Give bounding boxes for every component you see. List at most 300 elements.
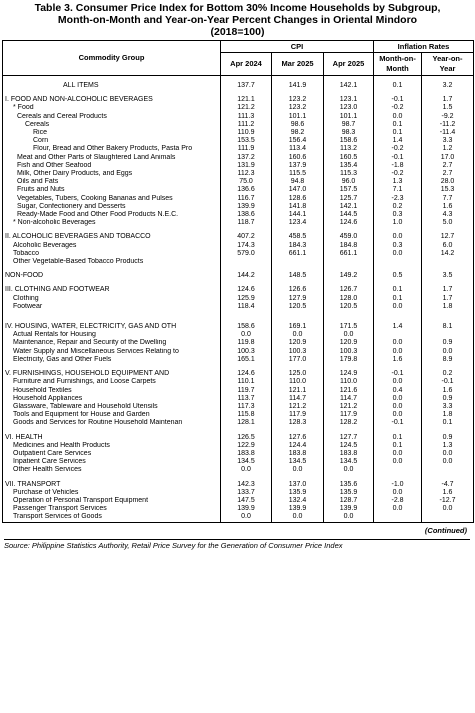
yoy-value: 0.0 xyxy=(422,348,474,356)
mar-2025-value: 115.5 xyxy=(272,170,324,178)
yoy-value xyxy=(422,466,474,474)
yoy-value: 0.9 xyxy=(422,434,474,442)
apr-2024-value: 118.7 xyxy=(221,219,272,227)
header-inflation-rates: Inflation Rates xyxy=(374,41,474,53)
commodity-label: Household Appliances xyxy=(3,395,221,403)
apr-2025-value: 123.0 xyxy=(324,104,374,112)
commodity-label: Fish and Other Seafood xyxy=(3,162,221,170)
mom-value: -0.2 xyxy=(374,104,422,112)
apr-2024-value: 119.8 xyxy=(221,339,272,347)
table-row xyxy=(3,129,474,137)
mom-value: -0.1 xyxy=(374,370,422,378)
mar-2025-value: 117.9 xyxy=(272,411,324,419)
mar-2025-value: 123.2 xyxy=(272,104,324,112)
table-row xyxy=(3,113,474,121)
mar-2025-value: 160.6 xyxy=(272,154,324,162)
mom-value: 0.0 xyxy=(374,395,422,403)
apr-2024-value: 113.7 xyxy=(221,395,272,403)
yoy-value: 1.6 xyxy=(422,387,474,395)
apr-2024-value: 111.2 xyxy=(221,121,272,129)
title-line-3: (2018=100) xyxy=(210,26,265,38)
commodity-label: NON-FOOD xyxy=(3,272,221,280)
table-row xyxy=(3,186,474,194)
apr-2025-value: 120.9 xyxy=(324,339,374,347)
apr-2025-value: 121.2 xyxy=(324,403,374,411)
mom-value: 1.3 xyxy=(374,178,422,186)
mom-value: -2.3 xyxy=(374,195,422,203)
yoy-value: -12.7 xyxy=(422,497,474,505)
header-apr-2025: Apr 2025 xyxy=(324,53,374,76)
apr-2024-value: 124.6 xyxy=(221,286,272,294)
apr-2025-value: 127.7 xyxy=(324,434,374,442)
mar-2025-value: 0.0 xyxy=(272,331,324,339)
table-body xyxy=(3,76,474,523)
commodity-label: Tobacco xyxy=(3,250,221,258)
yoy-value: 8.1 xyxy=(422,323,474,331)
yoy-value: 1.2 xyxy=(422,145,474,153)
mar-2025-value: 137.0 xyxy=(272,481,324,489)
commodity-label: II. ALCOHOLIC BEVERAGES AND TOBACCO xyxy=(3,233,221,241)
commodity-label: VII. TRANSPORT xyxy=(3,481,221,489)
mom-value: 0.1 xyxy=(374,442,422,450)
table-row xyxy=(3,203,474,211)
apr-2024-value: 122.9 xyxy=(221,442,272,450)
mar-2025-value: 183.8 xyxy=(272,450,324,458)
apr-2024-value: 0.0 xyxy=(221,331,272,339)
mar-2025-value: 121.1 xyxy=(272,387,324,395)
apr-2025-value: 128.7 xyxy=(324,497,374,505)
table-row xyxy=(3,356,474,364)
apr-2024-value: 111.3 xyxy=(221,113,272,121)
apr-2024-value: 158.6 xyxy=(221,323,272,331)
table-row xyxy=(3,323,474,331)
mar-2025-value: 98.2 xyxy=(272,129,324,137)
apr-2025-value: 110.0 xyxy=(324,378,374,386)
table-row xyxy=(3,242,474,250)
apr-2025-value: 124.5 xyxy=(324,442,374,450)
mar-2025-value: 94.8 xyxy=(272,178,324,186)
header-mar-2025: Mar 2025 xyxy=(272,53,324,76)
mom-value xyxy=(374,466,422,474)
mom-value: 1.6 xyxy=(374,356,422,364)
table-row xyxy=(3,505,474,513)
apr-2025-value: 117.9 xyxy=(324,411,374,419)
mar-2025-value: 125.0 xyxy=(272,370,324,378)
apr-2024-value: 139.9 xyxy=(221,505,272,513)
title-line-1: Table 3. Consumer Price Index for Bottom 30% Income Households by Subgroup, xyxy=(34,2,441,14)
apr-2024-value: 139.9 xyxy=(221,203,272,211)
mom-value: 0.0 xyxy=(374,339,422,347)
mom-value xyxy=(374,331,422,339)
mom-value: -1.0 xyxy=(374,481,422,489)
yoy-value: 1.7 xyxy=(422,295,474,303)
yoy-value: 3.3 xyxy=(422,137,474,145)
mom-value: 0.0 xyxy=(374,378,422,386)
mom-value: 1.4 xyxy=(374,137,422,145)
commodity-label: Other Vegetable-Based Tobacco Products xyxy=(3,258,221,266)
mom-value: -2.8 xyxy=(374,497,422,505)
mom-value: -0.1 xyxy=(374,154,422,162)
header-year-on-year: Year-on- Year xyxy=(422,53,474,76)
header-month-on-month: Month-on- Month xyxy=(374,53,422,76)
mar-2025-value: 121.2 xyxy=(272,403,324,411)
mar-2025-value: 128.6 xyxy=(272,195,324,203)
mom-value: 0.3 xyxy=(374,242,422,250)
apr-2025-value: 121.6 xyxy=(324,387,374,395)
mar-2025-value: 128.3 xyxy=(272,419,324,427)
yoy-value: 0.1 xyxy=(422,419,474,427)
table-row xyxy=(3,489,474,497)
mar-2025-value: 458.5 xyxy=(272,233,324,241)
apr-2025-value: 128.0 xyxy=(324,295,374,303)
table-row xyxy=(3,348,474,356)
apr-2025-value: 459.0 xyxy=(324,233,374,241)
mar-2025-value: 110.0 xyxy=(272,378,324,386)
apr-2024-value: 137.7 xyxy=(221,82,272,90)
commodity-label: Water Supply and Miscellaneous Services Relating to xyxy=(3,348,221,356)
apr-2025-value: 98.7 xyxy=(324,121,374,129)
commodity-label: Purchase of Vehicles xyxy=(3,489,221,497)
yoy-value: 1.5 xyxy=(422,104,474,112)
apr-2025-value: 184.8 xyxy=(324,242,374,250)
apr-2024-value: 579.0 xyxy=(221,250,272,258)
mar-2025-value: 148.5 xyxy=(272,272,324,280)
apr-2024-value: 136.6 xyxy=(221,186,272,194)
commodity-label: Rice xyxy=(3,129,221,137)
commodity-label: I. FOOD AND NON-ALCOHOLIC BEVERAGES xyxy=(3,96,221,104)
mar-2025-value: 184.3 xyxy=(272,242,324,250)
mom-value: 0.0 xyxy=(374,489,422,497)
mar-2025-value: 120.9 xyxy=(272,339,324,347)
yoy-value: 1.7 xyxy=(422,286,474,294)
yoy-value: 1.7 xyxy=(422,96,474,104)
apr-2024-value: 131.9 xyxy=(221,162,272,170)
header-commodity-group: Commodity Group xyxy=(3,41,221,76)
apr-2024-value: 110.1 xyxy=(221,378,272,386)
apr-2025-value: 144.5 xyxy=(324,211,374,219)
table-row xyxy=(3,82,474,90)
apr-2025-value: 98.3 xyxy=(324,129,374,137)
mom-value: 0.0 xyxy=(374,348,422,356)
commodity-label: * Food xyxy=(3,104,221,112)
commodity-label: Household Textiles xyxy=(3,387,221,395)
apr-2025-value: 142.1 xyxy=(324,203,374,211)
table-row xyxy=(3,370,474,378)
yoy-value: 0.9 xyxy=(422,395,474,403)
commodity-label: Clothing xyxy=(3,295,221,303)
yoy-value: 0.0 xyxy=(422,458,474,466)
mom-value: -0.1 xyxy=(374,96,422,104)
mar-2025-value: 141.8 xyxy=(272,203,324,211)
apr-2025-value: 0.0 xyxy=(324,513,374,522)
commodity-label: Corn xyxy=(3,137,221,145)
mom-value: 0.1 xyxy=(374,434,422,442)
commodity-label: Maintenance, Repair and Security of the Dwelling xyxy=(3,339,221,347)
yoy-value: 0.2 xyxy=(422,370,474,378)
table-row xyxy=(3,378,474,386)
apr-2025-value xyxy=(324,258,374,266)
apr-2024-value: 75.0 xyxy=(221,178,272,186)
mar-2025-value: 124.4 xyxy=(272,442,324,450)
apr-2024-value: 118.4 xyxy=(221,303,272,311)
yoy-value: 3.3 xyxy=(422,403,474,411)
mom-value: 0.0 xyxy=(374,113,422,121)
apr-2025-value: 124.6 xyxy=(324,219,374,227)
commodity-label: Glassware, Tableware and Household Utensils xyxy=(3,403,221,411)
apr-2024-value: 116.7 xyxy=(221,195,272,203)
yoy-value xyxy=(422,513,474,522)
mar-2025-value: 156.4 xyxy=(272,137,324,145)
commodity-label: Cereals and Cereal Products xyxy=(3,113,221,121)
table-row xyxy=(3,96,474,104)
mar-2025-value: 126.6 xyxy=(272,286,324,294)
apr-2024-value: 138.6 xyxy=(221,211,272,219)
commodity-label: Inpatient Care Services xyxy=(3,458,221,466)
commodity-label: Sugar, Confectionery and Desserts xyxy=(3,203,221,211)
apr-2025-value: 149.2 xyxy=(324,272,374,280)
mar-2025-value: 114.7 xyxy=(272,395,324,403)
table-row xyxy=(3,286,474,294)
mar-2025-value: 132.4 xyxy=(272,497,324,505)
mom-value: 0.2 xyxy=(374,203,422,211)
commodity-label: VI. HEALTH xyxy=(3,434,221,442)
yoy-value: -0.1 xyxy=(422,378,474,386)
mar-2025-value: 169.1 xyxy=(272,323,324,331)
apr-2024-value: 142.3 xyxy=(221,481,272,489)
apr-2025-value: 0.0 xyxy=(324,466,374,474)
mom-value: 0.0 xyxy=(374,411,422,419)
mom-value: 0.4 xyxy=(374,387,422,395)
yoy-value: 7.7 xyxy=(422,195,474,203)
mom-value: 0.3 xyxy=(374,211,422,219)
table-row xyxy=(3,466,474,474)
apr-2025-value: 126.7 xyxy=(324,286,374,294)
apr-2024-value: 119.7 xyxy=(221,387,272,395)
commodity-label: Electricity, Gas and Other Fuels xyxy=(3,356,221,364)
apr-2025-value: 128.2 xyxy=(324,419,374,427)
yoy-value: 0.0 xyxy=(422,505,474,513)
mar-2025-value: 127.6 xyxy=(272,434,324,442)
apr-2025-value: 101.1 xyxy=(324,113,374,121)
mar-2025-value: 661.1 xyxy=(272,250,324,258)
apr-2025-value: 135.9 xyxy=(324,489,374,497)
commodity-label: Operation of Personal Transport Equipment xyxy=(3,497,221,505)
mom-value: 0.0 xyxy=(374,303,422,311)
mom-value: 0.5 xyxy=(374,272,422,280)
yoy-value: 3.2 xyxy=(422,82,474,90)
yoy-value: -11.2 xyxy=(422,121,474,129)
commodity-label: Meat and Other Parts of Slaughtered Land Animals xyxy=(3,154,221,162)
apr-2024-value: 125.9 xyxy=(221,295,272,303)
mar-2025-value xyxy=(272,258,324,266)
table-row xyxy=(3,481,474,489)
apr-2025-value: 134.5 xyxy=(324,458,374,466)
apr-2024-value: 137.2 xyxy=(221,154,272,162)
apr-2025-value: 183.8 xyxy=(324,450,374,458)
mar-2025-value: 123.2 xyxy=(272,96,324,104)
yoy-value: 0.0 xyxy=(422,450,474,458)
mar-2025-value: 101.1 xyxy=(272,113,324,121)
table-row xyxy=(3,154,474,162)
apr-2025-value: 158.6 xyxy=(324,137,374,145)
mar-2025-value: 141.9 xyxy=(272,82,324,90)
yoy-value: 15.3 xyxy=(422,186,474,194)
mom-value: 0.0 xyxy=(374,233,422,241)
commodity-label: Cereals xyxy=(3,121,221,129)
table-row xyxy=(3,450,474,458)
mom-value: 0.0 xyxy=(374,505,422,513)
mom-value: 0.0 xyxy=(374,458,422,466)
apr-2025-value: 139.9 xyxy=(324,505,374,513)
mom-value: 0.1 xyxy=(374,129,422,137)
commodity-label: Other Health Services xyxy=(3,466,221,474)
commodity-label: Furniture and Furnishings, and Loose Carpets xyxy=(3,378,221,386)
apr-2025-value: 171.5 xyxy=(324,323,374,331)
table-row xyxy=(3,272,474,280)
commodity-label: Goods and Services for Routine Household Maintenan xyxy=(3,419,221,427)
commodity-label: Outpatient Care Services xyxy=(3,450,221,458)
table-row xyxy=(3,121,474,129)
apr-2024-value: 147.5 xyxy=(221,497,272,505)
commodity-label: Medicines and Health Products xyxy=(3,442,221,450)
header-apr-2024: Apr 2024 xyxy=(221,53,272,76)
apr-2024-value: 115.8 xyxy=(221,411,272,419)
mar-2025-value: 147.0 xyxy=(272,186,324,194)
yoy-value: 3.5 xyxy=(422,272,474,280)
mom-value xyxy=(374,258,422,266)
apr-2025-value: 125.7 xyxy=(324,195,374,203)
table-row xyxy=(3,497,474,505)
mar-2025-value: 0.0 xyxy=(272,466,324,474)
mar-2025-value: 0.0 xyxy=(272,513,324,522)
commodity-label: III. CLOTHING AND FOOTWEAR xyxy=(3,286,221,294)
mom-value: 0.1 xyxy=(374,121,422,129)
table-row xyxy=(3,219,474,227)
apr-2025-value: 120.5 xyxy=(324,303,374,311)
title-line-2: Month-on-Month and Year-on-Year Percent Changes in Oriental Mindoro xyxy=(57,14,418,26)
apr-2025-value: 115.3 xyxy=(324,170,374,178)
mar-2025-value: 98.6 xyxy=(272,121,324,129)
apr-2024-value: 0.0 xyxy=(221,513,272,522)
apr-2024-value xyxy=(221,258,272,266)
table-title xyxy=(0,0,475,38)
apr-2024-value: 133.7 xyxy=(221,489,272,497)
apr-2025-value: 142.1 xyxy=(324,82,374,90)
apr-2025-value: 135.6 xyxy=(324,481,374,489)
apr-2024-value: 124.6 xyxy=(221,370,272,378)
mar-2025-value: 113.4 xyxy=(272,145,324,153)
mom-value: -1.8 xyxy=(374,162,422,170)
table-row xyxy=(3,162,474,170)
commodity-label: Footwear xyxy=(3,303,221,311)
table-row xyxy=(3,339,474,347)
apr-2024-value: 100.3 xyxy=(221,348,272,356)
apr-2025-value: 160.5 xyxy=(324,154,374,162)
apr-2025-value: 100.3 xyxy=(324,348,374,356)
table-row xyxy=(3,419,474,427)
mar-2025-value: 100.3 xyxy=(272,348,324,356)
yoy-value: 1.8 xyxy=(422,303,474,311)
yoy-value: 12.7 xyxy=(422,233,474,241)
mom-value: -0.2 xyxy=(374,170,422,178)
apr-2024-value: 144.2 xyxy=(221,272,272,280)
table-row xyxy=(3,411,474,419)
yoy-value: 1.6 xyxy=(422,489,474,497)
yoy-value: 1.6 xyxy=(422,203,474,211)
apr-2025-value: 661.1 xyxy=(324,250,374,258)
mom-value: 7.1 xyxy=(374,186,422,194)
table-row xyxy=(3,513,474,522)
continued-note: (Continued) xyxy=(424,525,467,535)
apr-2024-value: 126.5 xyxy=(221,434,272,442)
mar-2025-value: 135.9 xyxy=(272,489,324,497)
apr-2025-value: 0.0 xyxy=(324,331,374,339)
table-row xyxy=(3,250,474,258)
yoy-value: 2.7 xyxy=(422,170,474,178)
mom-value: 0.1 xyxy=(374,295,422,303)
table-row xyxy=(3,458,474,466)
mar-2025-value: 144.1 xyxy=(272,211,324,219)
apr-2025-value: 179.8 xyxy=(324,356,374,364)
table-row xyxy=(3,211,474,219)
mar-2025-value: 134.5 xyxy=(272,458,324,466)
mom-value: 0.0 xyxy=(374,250,422,258)
apr-2024-value: 128.1 xyxy=(221,419,272,427)
apr-2024-value: 121.2 xyxy=(221,104,272,112)
yoy-value: 0.9 xyxy=(422,339,474,347)
mar-2025-value: 177.0 xyxy=(272,356,324,364)
table-row xyxy=(3,233,474,241)
yoy-value: -9.2 xyxy=(422,113,474,121)
commodity-label: ALL ITEMS xyxy=(3,82,221,90)
commodity-label: Fruits and Nuts xyxy=(3,186,221,194)
mom-value: 0.1 xyxy=(374,286,422,294)
commodity-label: Alcoholic Beverages xyxy=(3,242,221,250)
yoy-value: 8.9 xyxy=(422,356,474,364)
mar-2025-value: 139.9 xyxy=(272,505,324,513)
yoy-value: -11.4 xyxy=(422,129,474,137)
apr-2025-value: 114.7 xyxy=(324,395,374,403)
table-row xyxy=(3,434,474,442)
yoy-value xyxy=(422,258,474,266)
mar-2025-value: 123.4 xyxy=(272,219,324,227)
mom-value: 0.0 xyxy=(374,450,422,458)
commodity-label: Tools and Equipment for House and Garden xyxy=(3,411,221,419)
table-row xyxy=(3,104,474,112)
mar-2025-value: 127.9 xyxy=(272,295,324,303)
yoy-value: -4.7 xyxy=(422,481,474,489)
table-row xyxy=(3,303,474,311)
table-row xyxy=(3,170,474,178)
commodity-label: Ready-Made Food and Other Food Products N.E.C. xyxy=(3,211,221,219)
source-note: Source: Philippine Statistics Authority, Retail Price Survey for the Generation of Consumer Price Index xyxy=(4,539,470,550)
yoy-value: 6.0 xyxy=(422,242,474,250)
mom-value: -0.2 xyxy=(374,145,422,153)
yoy-value: 28.0 xyxy=(422,178,474,186)
apr-2024-value: 0.0 xyxy=(221,466,272,474)
table-row xyxy=(3,178,474,186)
commodity-label: Flour, Bread and Other Bakery Products, Pasta Pro xyxy=(3,145,221,153)
header-cpi: CPI xyxy=(221,41,374,53)
table-row xyxy=(3,403,474,411)
yoy-value: 1.3 xyxy=(422,442,474,450)
apr-2024-value: 134.5 xyxy=(221,458,272,466)
mom-value: 1.4 xyxy=(374,323,422,331)
apr-2024-value: 117.3 xyxy=(221,403,272,411)
yoy-value: 14.2 xyxy=(422,250,474,258)
cpi-table xyxy=(2,40,474,523)
mom-value: 0.1 xyxy=(374,82,422,90)
